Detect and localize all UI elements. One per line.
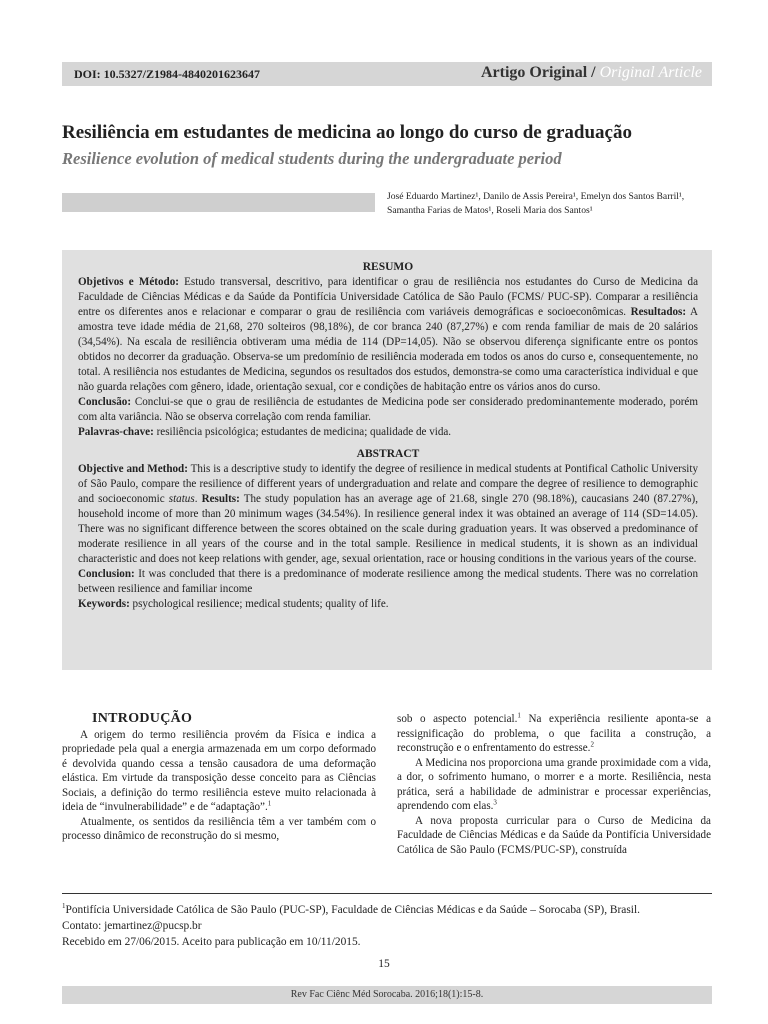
body-column-left bbox=[62, 712, 376, 844]
resumo-conclusao-text: Conclui-se que o grau de resiliência de estudantes de Medicina pode ser considerado predominantemente moderado, porém com alta variância. Não se observa correlação com renda familiar. bbox=[78, 396, 698, 423]
authors-line-1: José Eduardo Martinez¹, Danilo de Assis Pereira¹, Emelyn dos Santos Barril¹, bbox=[387, 191, 685, 202]
abstract-conclusion-text: It was concluded that there is a predominance of moderate resilience among the medical students. There was no correlation between resilience and familiar income bbox=[78, 568, 698, 595]
footnotes bbox=[62, 902, 712, 950]
header-bar bbox=[62, 62, 712, 86]
intro-paragraph-4 bbox=[397, 756, 711, 814]
resumo-objetivos-text: Estudo transversal, descritivo, para identificar o grau de resiliência nos estudantes do Curso de Medicina da Faculdade de Ciências Médicas e da Saúde da Pontifícia Universidade Católica de São Paulo (FCMS/ PUC-SP). Comparar a resiliência entre os diferentes anos e relacionar e comparar o grau de resiliência com variáveis demográficas e socioeconômicas. bbox=[78, 276, 698, 318]
article-type bbox=[481, 64, 702, 82]
doi-label[interactable]: DOI: 10.5327/Z1984-4840201623647 bbox=[74, 67, 260, 81]
abstract-results-text: The study population has an average age of 21.68, single 270 (98.18%), caucasians 240 (87.27%), household income of more than 20 minimum wages (34.54%). In resilience general index it was obtained an average of 114 (SD=14.05). There was no significant difference between the scores obtained on the scale during graduation years. It was observed a predominance of moderate resilience in all years of the course and in the total sample. Resilience in medical students, it is shown as an individual characteristic and does not keep relations with gender, age, sexual orientation, race or housing conditions in the various years of the course. bbox=[78, 493, 699, 565]
resumo-resultados-label: Resultados: bbox=[630, 306, 687, 318]
affiliation-text: Pontifícia Universidade Católica de São Paulo (PUC-SP), Faculdade de Ciências Médicas e da Saúde – Sorocaba (SP), Brasil. bbox=[65, 904, 640, 916]
author-list bbox=[387, 190, 717, 218]
affiliation-marker: 1 bbox=[62, 902, 66, 911]
resumo-keywords bbox=[78, 425, 698, 440]
intro-paragraph-5: A nova proposta curricular para o Curso de Medicina da Faculdade de Ciências Médicas e da Saúde da Pontifícia Universidade Católica de São Paulo (FCMS/PUC-SP), construída bbox=[397, 814, 711, 856]
intro-r1a-text: sob o aspecto potencial. bbox=[397, 713, 518, 725]
ref-marker: 1 bbox=[517, 711, 521, 720]
article-type-pt: Artigo Original / bbox=[480, 64, 600, 81]
abstract-body bbox=[78, 462, 698, 567]
resumo-body bbox=[78, 275, 698, 395]
journal-citation: Rev Fac Ciênc Méd Sorocaba. 2016;18(1):15-8. bbox=[290, 989, 484, 1000]
affiliation-footnote bbox=[62, 902, 712, 918]
page-number: 15 bbox=[378, 958, 390, 970]
abstract-objective-end: . bbox=[194, 493, 202, 505]
abstract-conclusion bbox=[78, 567, 698, 597]
abstract-results-label: Results: bbox=[201, 493, 240, 505]
abstract-objective-text: This is a descriptive study to identify the degree of resilience in medical students at Pontifical Catholic University of São Paulo, compare the resilience of different years of undergraduation and relate and compare the degree of resilience to demographic and socioeconomic bbox=[78, 463, 698, 505]
abstract-status-word: status bbox=[168, 493, 195, 505]
authors-line-2: Samantha Farias de Matos¹, Roseli Maria dos Santos¹ bbox=[387, 205, 593, 216]
abstract-keywords-label: Keywords: bbox=[78, 598, 130, 610]
article-title: Resiliência em estudantes de medicina ao longo do curso de graduação bbox=[62, 122, 632, 143]
resumo-palavras-label: Palavras-chave: bbox=[78, 426, 154, 438]
abstract-content bbox=[78, 260, 698, 612]
intro-paragraph-2: Atualmente, os sentidos da resiliência têm a ver também com o processo dinâmico de reconstrução do si mesmo, bbox=[62, 815, 376, 842]
journal-citation-bar bbox=[62, 986, 712, 1004]
resumo-conclusao bbox=[78, 395, 698, 425]
ref-marker: 2 bbox=[590, 740, 594, 749]
contact-footnote[interactable]: Contato: jemartinez@pucsp.br bbox=[62, 920, 202, 932]
abstract-box bbox=[62, 250, 712, 670]
intro-r1b-text: Na experiência resiliente aponta-se a ressignificação do problema, o que facilita a construção, a reconstrução e o enfrentamento do estresse. bbox=[397, 713, 711, 754]
abstract-keywords-text: psychological resilience; medical students; quality of life. bbox=[129, 598, 389, 610]
author-bar bbox=[62, 193, 375, 212]
intro-r2-text: A Medicina nos proporciona uma grande proximidade com a vida, a dor, o sofrimento humano, o morrer e a morte. Resiliência, nesta prática, será a habilidade de administrar e processar experiências, aprendendo com elas. bbox=[397, 756, 711, 812]
body-column-right bbox=[397, 712, 711, 857]
abstract-heading: ABSTRACT bbox=[356, 448, 420, 460]
abstract-keywords bbox=[78, 597, 698, 612]
article-subtitle: Resilience evolution of medical students during the undergraduate period bbox=[62, 149, 562, 168]
resumo-palavras-text: resiliência psicológica; estudantes de medicina; qualidade de vida. bbox=[153, 426, 452, 438]
abstract-conclusion-label: Conclusion: bbox=[78, 568, 135, 580]
resumo-heading: RESUMO bbox=[362, 261, 414, 273]
intro-paragraph-1 bbox=[62, 728, 376, 815]
received-footnote: Recebido em 27/06/2015. Aceito para publicação em 10/11/2015. bbox=[62, 936, 361, 948]
article-type-en: Original Article bbox=[599, 64, 702, 81]
intro-p1-text: A origem do termo resiliência provém da Física e indica a propriedade pela qual a energia armazenada em um corpo deformado é devolvida quando cessa a tensão causadora de uma deformação elástica. Em virtude da transposição desse conceito para as Ciências Sociais, a definição do termo resiliência esteve muito relacionada à ideia de “invulnerabilidade” e de “adaptação”. bbox=[62, 728, 376, 813]
intro-paragraph-3 bbox=[397, 712, 711, 756]
ref-marker: 1 bbox=[267, 799, 272, 808]
intro-heading: INTRODUÇÃO bbox=[92, 711, 193, 726]
resumo-objetivos-label: Objetivos e Método: bbox=[78, 276, 179, 288]
abstract-objective-label: Objective and Method: bbox=[78, 463, 188, 475]
resumo-conclusao-label: Conclusão: bbox=[78, 396, 132, 408]
ref-marker: 3 bbox=[493, 798, 497, 807]
resumo-resultados-text: A amostra teve idade média de 21,68, 270 solteiros (98,18%), de cor branca 240 (87,27%) e com renda familiar de mais de 20 salários (34,54%). Na escala de resiliência obtiveram uma média de 114 (DP=14,05). Não se observou diferença significante entre os pontos obtidos no decorrer da graduação. Observa-se um predomínio de resiliência moderada em todos os anos do curso e, consequentemente, no total. A resiliência nos estudantes de Medicina, segundos os resultados dos estudos, demonstra-se como uma característica individual e que não guarda relações com gênero, idade, orientação sexual, cor e condições de habitação entre os vários anos do curso. bbox=[78, 306, 698, 393]
footnote-divider bbox=[62, 893, 712, 894]
